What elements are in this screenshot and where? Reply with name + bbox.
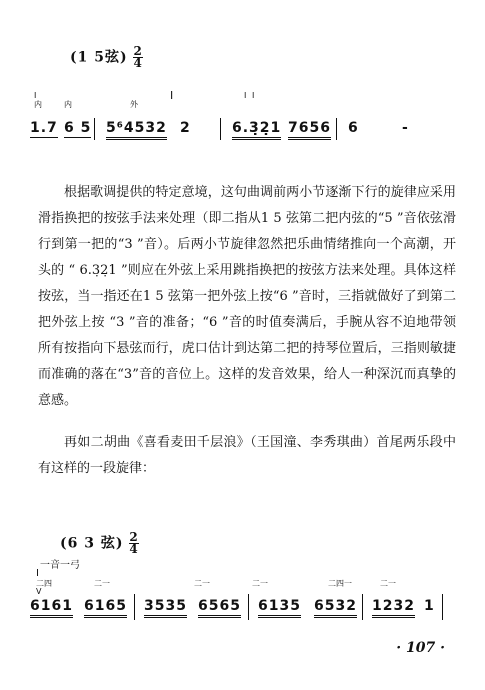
score1-note: 5⁶4532 <box>106 120 167 140</box>
score1-time-signature <box>133 46 142 69</box>
paragraph: 再如二胡曲《喜看麦田千层浪》（王国潼、李秀琪曲）首尾两乐段中有这样的一段旋律： <box>38 435 456 476</box>
score1-staff <box>30 89 450 152</box>
score1-barline <box>94 118 95 140</box>
score1-mark: I <box>252 91 255 100</box>
score2-barline <box>248 594 249 620</box>
score2-note: 1232 <box>372 598 415 618</box>
score2-note: 6565 <box>198 598 241 618</box>
score1-time-num: 2 <box>133 44 143 58</box>
score2-mark: 二一 <box>252 579 268 588</box>
score1-mark: I <box>244 91 247 100</box>
score2-key <box>60 532 139 555</box>
body-text <box>38 180 456 414</box>
score2-mark: I <box>36 568 39 579</box>
score1-note: 6.3̣2̣1 <box>232 120 281 140</box>
paragraph: 根据歌调提供的特定意境，这句曲调前两小节逐渐下行的旋律应采用滑指换把的按弦手法来处理（即二指从1 5 弦第二把内弦的“5 ”音依弦滑行到第一把的“3 ”音）。后两小节旋律忽然把乐曲情绪推向一个高潮，开头的 “ 6.3̣2̣1 ”则应在外弦上采用跳指换把的按弦方法来处理。具体这样按弦，当一指还在1 5 弦第一把外弦上按“6 ”音时，三指就做好了到第二把外弦上按 “3 ”音的准备；“6 ”音的时值奏满后，手腕从容不迫地带领所有按指向下悬弦而行，虎口估计到达第二把的持琴位置后，三指则敏捷而准确的落在“3”音的音位上。这样的发音效果，给人一种深沉而真挚的意感。 <box>38 185 456 408</box>
score2-key-text: (6 3 弦) <box>60 535 124 552</box>
score2-barline <box>134 594 135 620</box>
score1-note: 2 <box>180 120 191 136</box>
score1-key <box>70 46 143 69</box>
score2-mark: 二四一 <box>328 579 352 588</box>
score1-note: - <box>402 120 409 136</box>
score1-note: 6 <box>348 120 359 136</box>
score2-note: 6135 <box>258 598 301 618</box>
score1-barline <box>336 118 337 140</box>
score2-note: 6161 <box>30 598 73 618</box>
score1-note: 7656 <box>288 120 331 140</box>
score1-finger: 内 <box>64 100 72 109</box>
score1-time-den: 4 <box>133 56 143 70</box>
score2-time-num: 2 <box>129 530 139 544</box>
score2-barline <box>362 594 363 620</box>
score1-finger: 内 <box>34 100 42 109</box>
score2-staff <box>30 562 450 622</box>
page-number: · 107 · <box>396 640 445 656</box>
score2-note: 6532 <box>314 598 357 618</box>
score2-time-den: 4 <box>129 542 139 556</box>
score2-mark: V <box>36 587 42 596</box>
score1-note: 6 5 <box>64 120 92 136</box>
score2-note: 6165 <box>84 598 127 618</box>
score2-label: 一音一弓 <box>40 560 80 571</box>
score1-key-text: (1 5弦) <box>70 49 128 66</box>
score2-barline <box>442 594 443 620</box>
score2-mark: 二一 <box>194 579 210 588</box>
body-text-2 <box>38 430 456 482</box>
score2-note: 1 <box>424 598 435 614</box>
score1-mark: I <box>170 89 174 102</box>
score2-mark: 二四 <box>36 579 52 588</box>
score1-finger: 外 <box>130 100 138 109</box>
score2-mark: 二一 <box>380 579 396 588</box>
score2-time-signature <box>129 532 138 555</box>
score1-note: 1.7 <box>30 120 58 136</box>
score1-mark: I <box>34 91 37 100</box>
score1-barline <box>220 118 221 140</box>
score2-mark: 二一 <box>94 579 110 588</box>
score2-note: 3535 <box>144 598 187 618</box>
